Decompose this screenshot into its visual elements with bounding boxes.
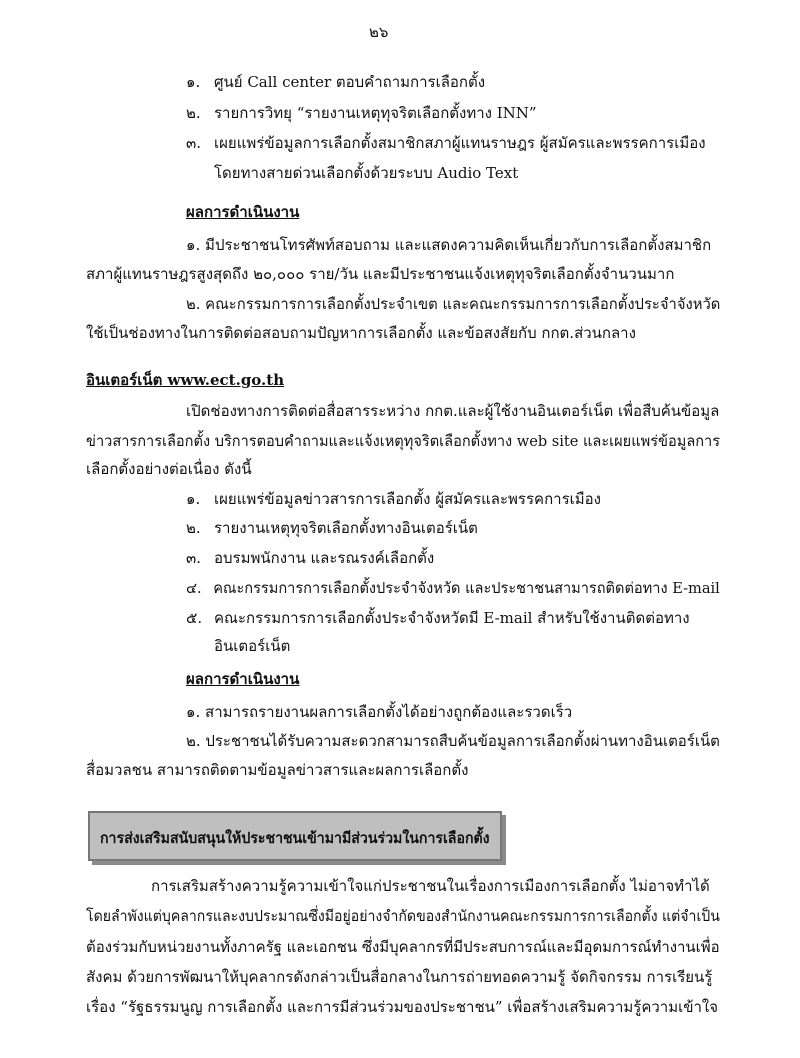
list-text: เผยแพร่ข้อมูลข่าวสารการเลือกตั้ง ผู้สมัครและพรรคการเมือง bbox=[214, 490, 601, 508]
paragraph-line: ๑. มีประชาชนโทรศัพท์สอบถาม และแสดงความคิดเห็นเกี่ยวกับการเลือกตั้งสมาชิก bbox=[186, 236, 712, 254]
list-item bbox=[186, 489, 601, 509]
list-number: ๑. bbox=[186, 490, 201, 508]
list-number: ๑. bbox=[186, 73, 201, 91]
paragraph-line: สภาผู้แทนราษฎรสูงสุดถึง ๒๐,๐๐๐ ราย/วัน และมีประชาชนแจ้งเหตุทุจริตเลือกตั้งจำนวนมาก bbox=[86, 265, 675, 283]
section-heading: อินเตอร์เน็ต www.ect.go.th bbox=[86, 371, 285, 389]
paragraph-line: เลือกตั้งอย่างต่อเนื่อง ดังนี้ bbox=[86, 460, 252, 478]
paragraph-line: โดยลำพังแต่บุคลากรและงบประมาณซึ่งมีอยู่อย่างจำกัดของสำนักงานคณะกรรมการการเลือกตั้ง แต่จำเป็น bbox=[86, 907, 720, 925]
list-text: คณะกรรมการการเลือกตั้งประจำจังหวัด และประชาชนสามารถติดต่อทาง E-mail bbox=[213, 579, 720, 597]
list-number: ๕. bbox=[186, 609, 203, 627]
list-item bbox=[186, 578, 720, 598]
list-text: เผยแพร่ข้อมูลการเลือกตั้งสมาชิกสภาผู้แทนราษฎร ผู้สมัครและพรรคการเมือง bbox=[214, 134, 706, 152]
paragraph-line: ๑. สามารถรายงานผลการเลือกตั้งได้อย่างถูกต้องและรวดเร็ว bbox=[186, 703, 573, 721]
paragraph-line: ใช้เป็นช่องทางในการติดต่อสอบถามปัญหาการเลือกตั้ง และข้อสงสัยกับ กกต.ส่วนกลาง bbox=[86, 324, 636, 342]
list-number: ๒. bbox=[186, 104, 201, 122]
section-subheading: ผลการดำเนินงาน bbox=[186, 203, 300, 221]
list-number: ๒. bbox=[186, 519, 201, 537]
paragraph-line: ๒. ประชาชนได้รับความสะดวกสามารถสืบค้นข้อมูลการเลือกตั้งผ่านทางอินเตอร์เน็ต bbox=[186, 732, 720, 750]
paragraph-line: เปิดช่องทางการติดต่อสื่อสารระหว่าง กกต.และผู้ใช้งานอินเตอร์เน็ต เพื่อสืบค้นข้อมูล bbox=[186, 402, 720, 420]
list-item bbox=[186, 518, 478, 538]
section-subheading: ผลการดำเนินงาน bbox=[186, 670, 300, 688]
list-item-continuation: โดยทางสายด่วนเลือกตั้งด้วยระบบ Audio Text bbox=[214, 164, 519, 182]
list-text: รายการวิทยุ “รายงานเหตุทุจริตเลือกตั้งทาง INN” bbox=[214, 104, 537, 122]
paragraph-line: สังคม ด้วยการพัฒนาให้บุคลากรดังกล่าวเป็นสื่อกลางในการถ่ายทอดความรู้ จัดกิจกรรม การเรียนรู้ bbox=[86, 968, 713, 986]
list-text: ศูนย์ Call center ตอบคำถามการเลือกตั้ง bbox=[214, 73, 486, 91]
list-item bbox=[186, 608, 690, 628]
section-banner-title: การส่งเสริมสนับสนุนให้ประชาชนเข้ามามีส่วนร่วมในการเลือกตั้ง bbox=[100, 829, 490, 847]
paragraph-line: การเสริมสร้างความรู้ความเข้าใจแก่ประชาชนในเรื่องการเมืองการเลือกตั้ง ไม่อาจทำได้ bbox=[151, 877, 710, 895]
page-number: ๒๖ bbox=[369, 23, 389, 41]
list-number: ๓. bbox=[186, 134, 202, 152]
list-text: รายงานเหตุทุจริตเลือกตั้งทางอินเตอร์เน็ต bbox=[214, 519, 478, 537]
list-number: ๓. bbox=[186, 549, 202, 567]
paragraph-line: เรื่อง “รัฐธรรมนูญ การเลือกตั้ง และการมีส่วนร่วมของประชาชน” เพื่อสร้างเสริมความรู้ความเข้าใจ bbox=[86, 998, 719, 1016]
list-item bbox=[186, 103, 537, 123]
list-item bbox=[186, 548, 434, 568]
list-item-continuation: อินเตอร์เน็ต bbox=[214, 637, 291, 655]
list-item bbox=[186, 133, 706, 153]
paragraph-line: ต้องร่วมกับหน่วยงานทั้งภาครัฐ และเอกชน ซึ่งมีบุคลากรที่มีประสบการณ์และมีอุดมการณ์ทำงานเพื่อ bbox=[86, 938, 720, 956]
list-number: ๔. bbox=[186, 579, 202, 597]
section-banner bbox=[88, 811, 502, 861]
list-item bbox=[186, 72, 485, 92]
paragraph-line: ๒. คณะกรรมการการเลือกตั้งประจำเขต และคณะกรรมการการเลือกตั้งประจำจังหวัด bbox=[186, 295, 721, 313]
paragraph-line: สื่อมวลชน สามารถติดตามข้อมูลข่าวสารและผลการเลือกตั้ง bbox=[86, 761, 469, 779]
list-text: อบรมพนักงาน และรณรงค์เลือกตั้ง bbox=[214, 549, 435, 567]
paragraph-line: ข่าวสารการเลือกตั้ง บริการตอบคำถามและแจ้งเหตุทุจริตเลือกตั้งทาง web site และเผยแพร่ข้อมูลการ bbox=[86, 432, 721, 450]
list-text: คณะกรรมการการเลือกตั้งประจำจังหวัดมี E-mail สำหรับใช้งานติดต่อทาง bbox=[214, 609, 690, 627]
